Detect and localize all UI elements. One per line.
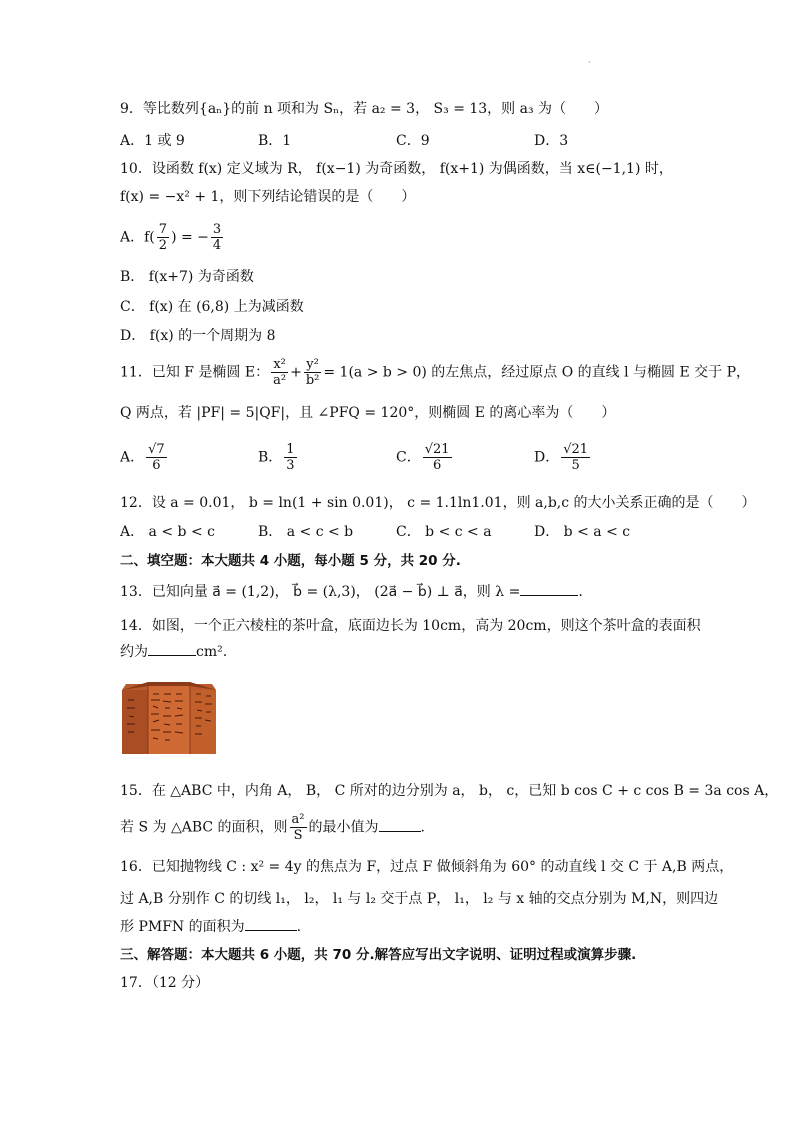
- q11-frac-x-num: x²: [273, 357, 286, 372]
- q11-frac-y-num: y²: [306, 357, 319, 372]
- q11-option-c: [396, 442, 454, 473]
- section-3-heading: 三、解答题：本大题共 6 小题，共 70 分.解答应写出文字说明、证明过程或演算步骤.: [120, 947, 637, 963]
- q11-stem-line1: [120, 357, 750, 388]
- section-2-heading: 二、填空题：本大题共 4 小题，每小题 5 分，共 20 分.: [120, 553, 461, 569]
- q11-frac-y: [304, 357, 322, 388]
- q16-line3-prefix: 形 PMFN 的面积为: [120, 919, 245, 935]
- q12-option-c: C． b < c < a: [396, 524, 492, 540]
- q14-line2: [120, 643, 227, 661]
- q15-fraction: [290, 812, 307, 843]
- q9-stem: 9．等比数列{aₙ}的前 n 项和为 Sₙ，若 a₂ = 3， S₃ = 13，则 a₃ 为（ ）: [120, 101, 609, 117]
- q16-line3: [120, 918, 301, 936]
- q11-option-d-num: √21: [563, 442, 589, 457]
- q13-text: 13．已知向量 a⃗ = (1,2)， b⃗ = (λ,3)， (2a⃗ − b⃗) ⊥ a⃗，则 λ =: [120, 584, 521, 600]
- q10-frac2-num: 3: [212, 222, 222, 237]
- q11-option-c-label: C．: [396, 449, 421, 466]
- q10-frac2-den: 4: [212, 238, 222, 253]
- q10-option-a-fraction2: [211, 222, 223, 253]
- q11-option-d-den: 5: [571, 458, 580, 473]
- q12-option-b: B． a < c < b: [258, 524, 354, 540]
- q10-option-a-part1: f(: [144, 229, 155, 246]
- q15-line2-part1: 若 S 为 △ABC 的面积，则: [120, 819, 288, 836]
- q11-option-c-fraction: [423, 442, 452, 473]
- q15-line2: [120, 812, 425, 843]
- q9-option-c: C．9: [396, 133, 430, 149]
- q13-answer-blank[interactable]: [520, 583, 578, 596]
- q11-option-a-label: A．: [120, 449, 145, 466]
- q12-option-a: A． a < b < c: [120, 524, 215, 540]
- q10-option-d: D． f(x) 的一个周期为 8: [120, 328, 276, 344]
- q10-option-a-label: A．: [120, 229, 145, 246]
- q14-unit: cm².: [196, 644, 228, 660]
- q17-heading: 17．（12 分）: [120, 975, 210, 991]
- q9-option-a: A．1 或 9: [120, 133, 185, 149]
- q11-option-b-den: 3: [286, 458, 295, 473]
- q10-option-a-part2: ) = −: [171, 229, 209, 246]
- header-mark: ·: [588, 58, 591, 67]
- q15-frac-den: S: [293, 828, 303, 843]
- tea-box-illustration: [120, 676, 218, 758]
- q11-option-a-fraction: [146, 442, 167, 473]
- q15-frac-num: a²: [291, 812, 305, 827]
- q10-stem-line2: f(x) = −x² + 1，则下列结论错误的是（ ）: [120, 189, 416, 205]
- q10-option-a: [120, 222, 225, 253]
- q16-line2: 过 A,B 分别作 C 的切线 l₁， l₂， l₁ 与 l₂ 交于点 P， l₁， l₂ 与 x 轴的交点分别为 M,N，则四边: [120, 891, 719, 907]
- q9-option-b: B．1: [258, 133, 292, 149]
- q16-answer-blank[interactable]: [245, 918, 297, 931]
- q14-line2-prefix: 约为: [120, 644, 148, 660]
- q11-option-a-den: 6: [152, 458, 161, 473]
- q11-option-b-label: B．: [258, 449, 283, 466]
- q11-option-a: [120, 442, 169, 473]
- q14-answer-blank[interactable]: [148, 643, 196, 656]
- q11-option-d-label: D．: [534, 449, 560, 466]
- q13-stem: [120, 583, 583, 601]
- q16-end: .: [296, 919, 302, 935]
- q11-option-b-num: 1: [286, 442, 295, 457]
- q12-option-d: D． b < a < c: [534, 524, 631, 540]
- q11-frac-x-den: a²: [273, 373, 287, 388]
- q12-stem: 12．设 a = 0.01， b = ln(1 + sin 0.01)， c = 1.1ln1.01，则 a,b,c 的大小关系正确的是（ ）: [120, 495, 756, 511]
- q10-frac1-num: 7: [158, 222, 168, 237]
- q15-line1: 15．在 △ABC 中，内角 A， B， C 所对的边分别为 a， b， c，已知 b cos C + c cos B = 3a cos A，: [120, 783, 779, 799]
- q10-option-c: C． f(x) 在 (6,8) 上为减函数: [120, 299, 304, 315]
- q11-option-d-fraction: [561, 442, 590, 473]
- q11-stem-part1: 11．已知 F 是椭圆 E：: [120, 364, 270, 381]
- q11-plus: +: [290, 364, 302, 381]
- q10-option-b: B． f(x+7) 为奇函数: [120, 269, 254, 285]
- q11-frac-y-den: b²: [305, 373, 320, 388]
- q15-end: .: [420, 819, 425, 836]
- q15-line2-part2: 的最小值为: [308, 819, 379, 836]
- q11-option-c-den: 6: [432, 458, 442, 473]
- q15-answer-blank[interactable]: [379, 819, 421, 832]
- q11-option-d: [534, 442, 592, 473]
- q10-option-a-fraction1: [157, 222, 169, 253]
- q13-end: .: [578, 584, 583, 600]
- q10-stem-line1: 10．设函数 f(x) 定义域为 R， f(x−1) 为奇函数， f(x+1) 为偶函数，当 x∈(−1,1) 时，: [120, 161, 673, 177]
- q11-stem-part2: = 1(a > b > 0) 的左焦点，经过原点 O 的直线 l 与椭圆 E 交于 P，: [323, 364, 751, 381]
- q11-option-b: [258, 442, 299, 473]
- q11-option-b-fraction: [284, 442, 296, 473]
- tea-box-image: [120, 676, 218, 758]
- q9-option-d: D．3: [534, 133, 569, 149]
- q10-frac1-den: 2: [158, 238, 168, 253]
- q11-frac-x: [271, 357, 288, 388]
- q14-line1: 14．如图，一个正六棱柱的茶叶盒，底面边长为 10cm，高为 20cm，则这个茶叶盒的表面积: [120, 618, 701, 634]
- q16-line1: 16．已知抛物线 C : x² = 4y 的焦点为 F，过点 F 做倾斜角为 60° 的动直线 l 交 C 于 A,B 两点，: [120, 859, 734, 875]
- q11-option-c-num: √21: [424, 442, 450, 457]
- q11-stem-line2: Q 两点，若 |PF| = 5|QF|，且 ∠PFQ = 120°，则椭圆 E 的离心率为（ ）: [120, 405, 616, 421]
- q11-option-a-num: √7: [148, 442, 165, 457]
